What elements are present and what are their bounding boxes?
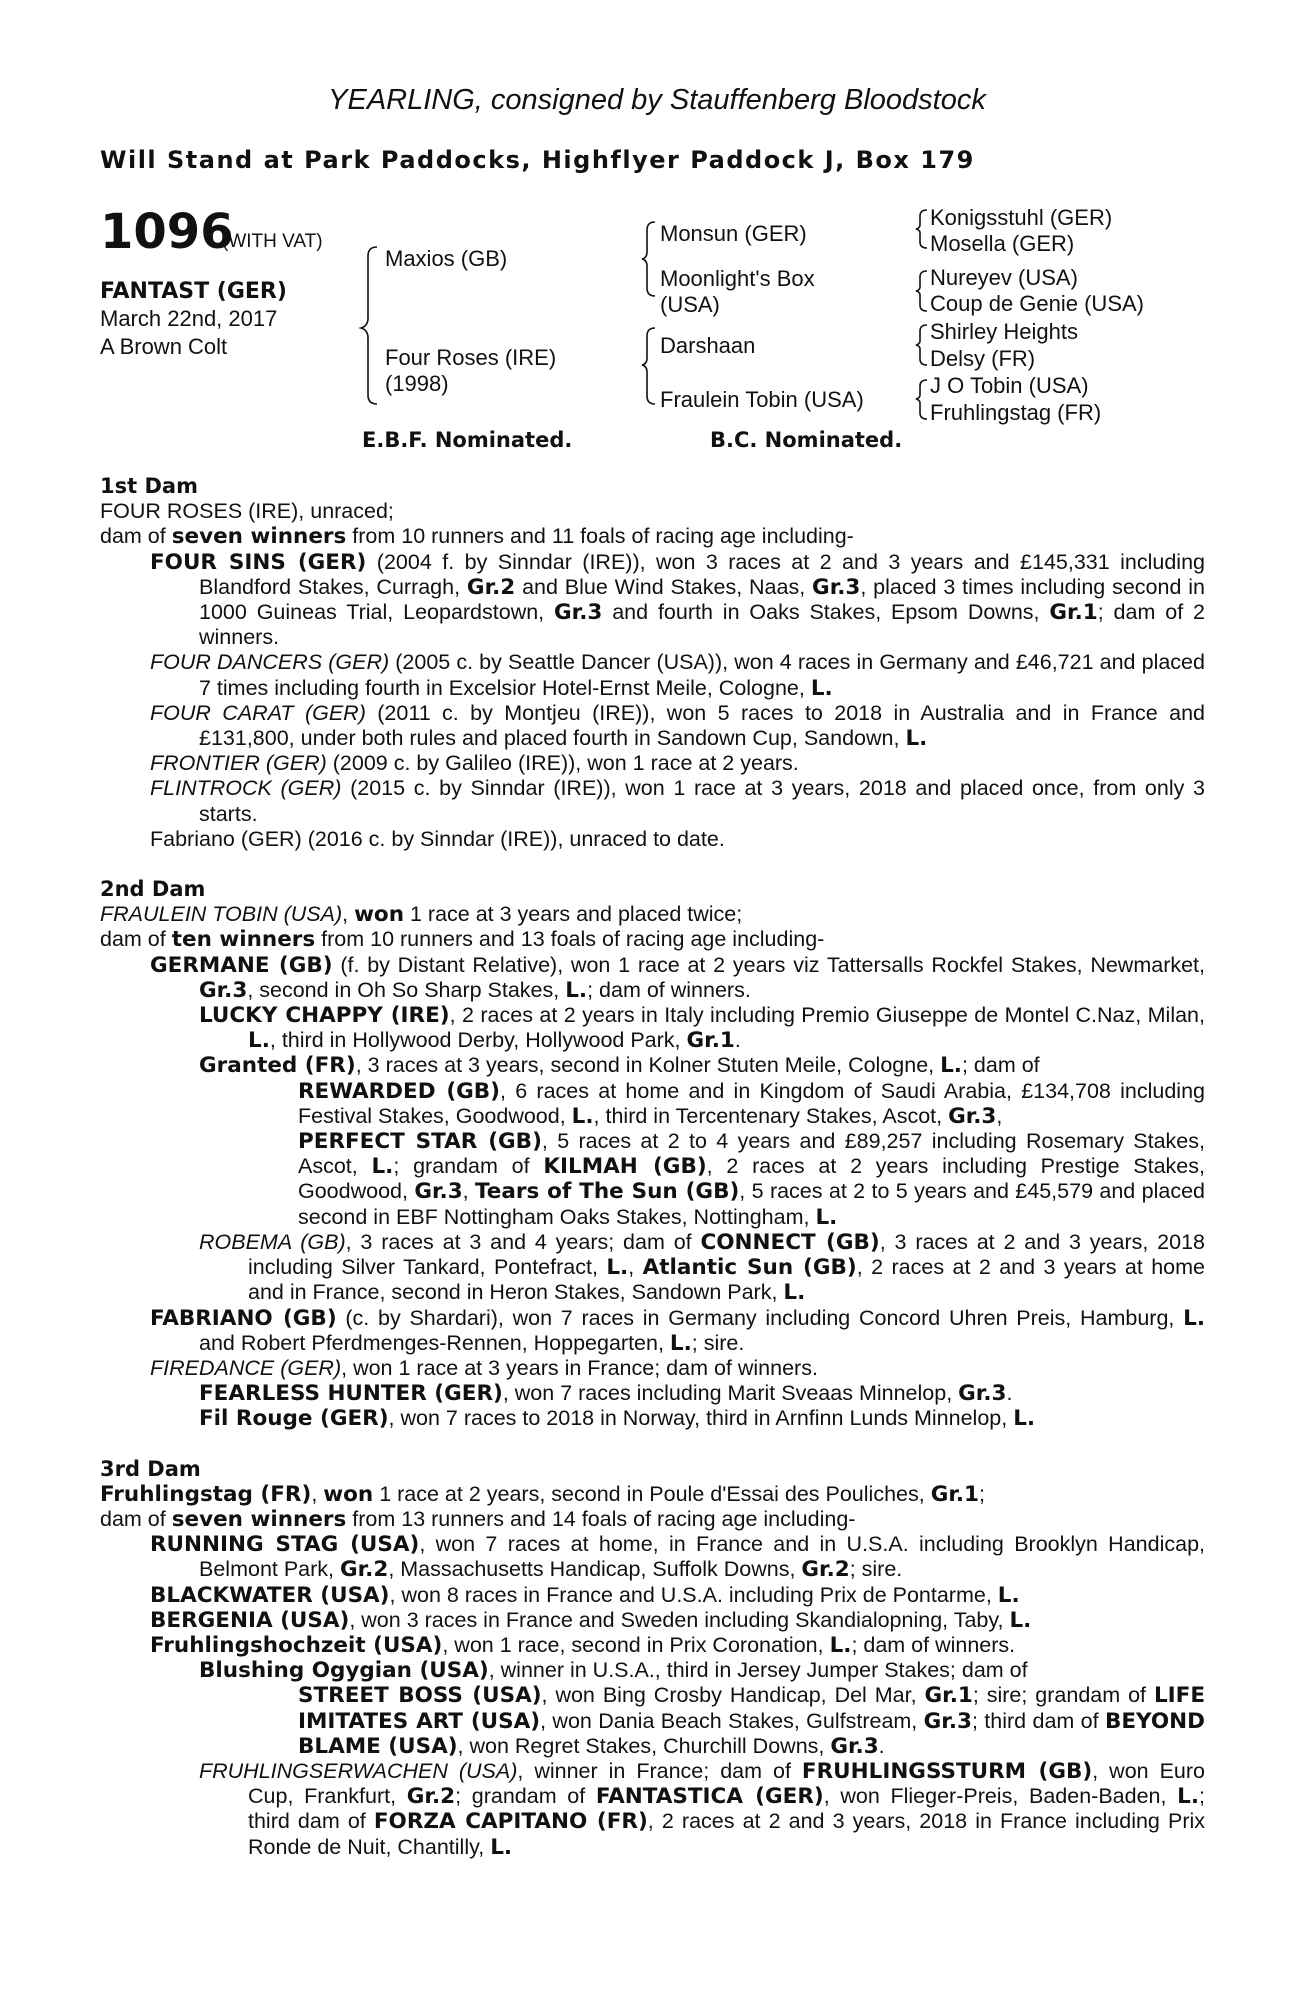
sire: Maxios (GB)	[385, 246, 508, 271]
dam-section-heading: 2nd Dam	[100, 877, 206, 902]
bold-text: L.	[1013, 1406, 1036, 1432]
produce-record	[100, 1532, 1205, 1582]
vat-note: (WITH VAT)	[222, 231, 323, 252]
text-run: ,	[342, 902, 355, 927]
bold-text: FOUR SINS (GER)	[150, 549, 367, 575]
sire-dam: Moonlight's Box	[660, 266, 815, 291]
foaling-date: March 22nd, 2017	[100, 306, 278, 331]
text-run: , second in Oh So Sharp Stakes,	[247, 977, 566, 1002]
text-run: dam of	[100, 524, 172, 549]
text-run: (2011 c. by Montjeu (IRE)), won 5 races to 2018 in Australia and in France and £131,800, under both rules and placed fourth in Sandown Cup, Sandown,	[199, 700, 1205, 751]
text-run: FOUR ROSES (IRE), unraced;	[100, 499, 394, 524]
text-run: ; dam of 2 winners.	[199, 600, 1206, 650]
text-run: ,	[628, 1255, 643, 1280]
bold-text: FEARLESS HUNTER (GER)	[199, 1381, 503, 1407]
produce-record	[100, 1406, 1205, 1431]
bold-text: Gr.3	[554, 600, 603, 626]
dam-section-heading: 3rd Dam	[100, 1456, 201, 1481]
produce-record	[100, 550, 1205, 651]
produce-record	[100, 650, 1205, 700]
text-run: ; dam of winners.	[851, 1632, 1016, 1657]
bold-text: L.	[1177, 1784, 1200, 1810]
text-run: ; third dam of	[971, 1708, 1105, 1733]
dam-granddam-dam: Fruhlingstag (FR)	[930, 400, 1102, 425]
text-run: , 3 races at 2 and 3 years, 2018 including Silver Tankard, Pontefract,	[248, 1229, 1205, 1280]
dam-grandsire-sire: Shirley Heights	[930, 319, 1078, 344]
bold-text: FRUHLINGSSTURM (GB)	[801, 1758, 1093, 1784]
bold-text: Gr.2	[466, 574, 516, 600]
section-gap	[100, 852, 1205, 877]
bold-text: L.	[905, 726, 928, 752]
text-run: , 2 races at 2 and 3 years, 2018 in France including Prix Ronde de Nuit, Chantilly,	[248, 1809, 1206, 1859]
pedigree-brackets	[0, 0, 1314, 460]
text-run: , won 7 races including Marit Sveaas Minnelop,	[502, 1381, 959, 1406]
italic-text: FOUR CARAT (GER)	[150, 700, 366, 725]
bold-text: CONNECT (GB)	[700, 1229, 880, 1255]
sire-sire: Monsun (GER)	[660, 221, 807, 246]
bold-text: L.	[815, 1204, 838, 1230]
produce-record	[100, 1230, 1205, 1306]
text-run: , winner in U.S.A., third in Jersey Jumper Stakes; dam of	[488, 1658, 1028, 1683]
bold-text: L.	[669, 1330, 692, 1356]
bold-text: FORZA CAPITANO (FR)	[373, 1809, 648, 1835]
bold-text: Gr.3	[958, 1381, 1007, 1407]
text-run: (c. by Shardari), won 7 races in Germany including Concord Uhren Preis, Hamburg,	[336, 1305, 1184, 1330]
ebf-nominated: E.B.F. Nominated.	[362, 428, 573, 452]
text-run: and Robert Pferdmenges-Rennen, Hoppegarten,	[199, 1330, 670, 1355]
produce-record	[100, 1583, 1205, 1608]
produce-record	[100, 1482, 1205, 1507]
bold-text: Gr.3	[830, 1733, 879, 1759]
bold-text: ten winners	[171, 927, 316, 953]
text-run: ; dam of winners.	[587, 977, 751, 1002]
produce-record	[100, 1759, 1205, 1860]
text-run: , won 1 race at 3 years in France; dam of winners.	[341, 1355, 818, 1380]
produce-record	[100, 499, 1205, 524]
bold-text: Gr.3	[812, 574, 861, 600]
produce-record	[100, 1079, 1205, 1129]
produce-record	[100, 927, 1205, 952]
text-run: , won Euro Cup, Frankfurt,	[248, 1758, 1205, 1809]
bold-text: L.	[829, 1632, 852, 1658]
bold-text: L.	[571, 1103, 594, 1129]
italic-text: FRUHLINGSERWACHEN (USA)	[199, 1758, 518, 1783]
bold-text: RUNNING STAG (USA)	[150, 1532, 420, 1558]
bold-text: Gr.3	[948, 1103, 997, 1129]
bold-text: Gr.1	[924, 1683, 973, 1709]
text-run: 1 race at 2 years, second in Poule d'Essai des Pouliches,	[373, 1481, 931, 1506]
grandsire-sire: Konigsstuhl (GER)	[930, 205, 1113, 230]
text-run: , 2 races at 2 years in Italy including Premio Giuseppe de Montel C.Naz, Milan,	[449, 1003, 1205, 1028]
bold-text: Gr.1	[930, 1481, 979, 1507]
bold-text: L.	[783, 1280, 806, 1306]
bold-text: PERFECT STAR (GB)	[298, 1129, 542, 1155]
text-run: and fourth in Oaks Stakes, Epsom Downs,	[602, 600, 1050, 625]
italic-text: FOUR DANCERS (GER)	[150, 650, 390, 675]
grandsire-dam: Mosella (GER)	[930, 231, 1075, 256]
produce-record	[100, 902, 1205, 927]
bold-text: L.	[565, 977, 588, 1003]
text-run: , won 3 races in France and Sweden including Skandialopning, Taby,	[349, 1607, 1010, 1632]
horse-description: A Brown Colt	[100, 334, 228, 359]
bc-nominated: B.C. Nominated.	[710, 428, 903, 452]
bold-text: Gr.3	[199, 977, 248, 1003]
text-run: (f. by Distant Relative), won 1 race at 2 years viz Tattersalls Rockfel Stakes, Newmarket,	[332, 952, 1206, 977]
bold-text: Gr.1	[1049, 600, 1098, 626]
bold-text: Fil Rouge (GER)	[199, 1406, 389, 1432]
text-run: , won Dania Beach Stakes, Gulfstream,	[540, 1708, 924, 1733]
text-run: , third in Tercentenary Stakes, Ascot,	[593, 1103, 949, 1128]
text-run: , 2 races at 2 years including Prestige Stakes, Goodwood,	[298, 1154, 1205, 1204]
text-run: , won Regret Stakes, Churchill Downs,	[457, 1733, 831, 1758]
produce-record	[100, 751, 1205, 776]
text-run: ; third dam of	[248, 1784, 1206, 1834]
catalogue-page-body	[100, 474, 1205, 1860]
bold-text: Blushing Ogygian (USA)	[199, 1658, 489, 1684]
bold-text: Gr.3	[414, 1179, 463, 1205]
bold-text: Gr.2	[801, 1557, 850, 1583]
text-run: .	[878, 1733, 885, 1758]
bold-text: BERGENIA (USA)	[150, 1607, 350, 1633]
produce-record	[100, 1633, 1205, 1658]
bold-text: L.	[940, 1053, 962, 1079]
bold-text: seven winners	[171, 524, 347, 550]
text-run: 1 race at 3 years and placed twice;	[404, 902, 743, 927]
stand-location: Will Stand at Park Paddocks, Highflyer Paddock J, Box 179	[100, 146, 975, 174]
dam-grandsire-dam: Delsy (FR)	[930, 346, 1036, 371]
italic-text: FRONTIER (GER)	[150, 751, 327, 776]
granddam-sire: Nureyev (USA)	[930, 265, 1078, 290]
text-run: , won 8 races in France and U.S.A. including Prix de Pontarme,	[389, 1582, 998, 1607]
dam-sire: Darshaan	[660, 333, 756, 358]
produce-record	[100, 1003, 1205, 1053]
bold-text: BLACKWATER (USA)	[150, 1582, 390, 1608]
produce-record	[100, 1306, 1205, 1356]
text-run: , Massachusetts Handicap, Suffolk Downs,	[388, 1557, 802, 1582]
text-run: , 6 races at home and in Kingdom of Saudi Arabia, £134,708 including Festival Stakes, Goodwood,	[298, 1078, 1205, 1128]
produce-record	[100, 1129, 1205, 1230]
bold-text: Gr.2	[340, 1557, 389, 1583]
text-run: ; dam of	[961, 1053, 1040, 1078]
dam-granddam-sire: J O Tobin (USA)	[930, 373, 1089, 398]
text-run: .	[734, 1028, 741, 1053]
bold-text: L.	[1183, 1305, 1205, 1331]
produce-record	[100, 1608, 1205, 1633]
text-run: , won Bing Crosby Handicap, Del Mar,	[541, 1683, 925, 1708]
text-run: (2015 c. by Sinndar (IRE)), won 1 race at 3 years, 2018 and placed once, from only 3 starts.	[199, 776, 1205, 826]
produce-record	[100, 1053, 1205, 1078]
bold-text: STREET BOSS (USA)	[298, 1683, 542, 1709]
bold-text: L.	[371, 1154, 394, 1180]
produce-record	[100, 953, 1205, 1003]
bold-text: Fruhlingshochzeit (USA)	[150, 1632, 443, 1658]
text-run: from 13 runners and 14 foals of racing age including-	[346, 1506, 856, 1531]
text-run: Fabriano (GER) (2016 c. by Sinndar (IRE)), unraced to date.	[150, 826, 725, 851]
bold-text: L.	[606, 1255, 629, 1281]
text-run: ,	[996, 1103, 1003, 1128]
text-run: ; sire.	[849, 1557, 903, 1582]
bold-text: REWARDED (GB)	[298, 1078, 501, 1104]
granddam-dam: Coup de Genie (USA)	[930, 291, 1144, 316]
produce-record	[100, 776, 1205, 826]
sire-dam-country: (USA)	[660, 292, 720, 317]
section-gap	[100, 1432, 1205, 1457]
text-run: , 5 races at 2 to 5 years and £45,579 and placed second in EBF Nottingham Oaks Stakes, Nottingham,	[298, 1179, 1205, 1229]
italic-text: ROBEMA (GB)	[199, 1229, 346, 1254]
text-run: ; grandam of	[455, 1784, 596, 1809]
text-run: , won Flieger-Preis, Baden-Baden,	[823, 1784, 1178, 1809]
bold-text: Fruhlingstag (FR)	[100, 1481, 312, 1507]
text-run: (2009 c. by Galileo (IRE)), won 1 race at 2 years.	[326, 751, 799, 776]
text-run: , won 7 races to 2018 in Norway, third in Arnfinn Lunds Minnelop,	[388, 1406, 1014, 1431]
produce-record	[100, 1381, 1205, 1406]
horse-name: FANTAST (GER)	[100, 279, 287, 304]
text-run: (2005 c. by Seattle Dancer (USA)), won 4 races in Germany and £46,721 and placed 7 times including fourth in Excelsior Hotel-Ernst Meile, Cologne,	[199, 650, 1205, 700]
consignment-line: YEARLING, consigned by Stauffenberg Bloodstock	[328, 84, 986, 116]
produce-record	[100, 1683, 1205, 1759]
bold-text: FABRIANO (GB)	[150, 1305, 337, 1331]
bold-text: L.	[248, 1028, 270, 1054]
text-run: , placed 3 times including second in 1000 Guineas Trial, Leopardstown,	[199, 574, 1205, 625]
bold-text: Gr.2	[406, 1784, 456, 1810]
produce-record	[100, 1507, 1205, 1532]
text-run: , 3 races at 3 and 4 years; dam of	[345, 1229, 701, 1254]
dam-year: (1998)	[385, 371, 449, 396]
text-run: ,	[462, 1179, 475, 1204]
produce-record	[100, 1658, 1205, 1683]
text-run: , won 7 races at home, in France and in U.S.A. including Brooklyn Handicap, Belmont Park,	[199, 1532, 1205, 1582]
text-run: ; sire.	[691, 1330, 745, 1355]
text-run: dam of	[100, 927, 172, 952]
bold-text: L.	[1009, 1607, 1032, 1633]
bold-text: L.	[490, 1834, 513, 1860]
text-run: and Blue Wind Stakes, Naas,	[515, 574, 813, 599]
dam-dam: Fraulein Tobin (USA)	[660, 387, 864, 412]
text-run: , third in Hollywood Derby, Hollywood Park,	[269, 1028, 687, 1053]
text-run: , winner in France; dam of	[517, 1758, 802, 1783]
text-run: .	[1006, 1381, 1013, 1406]
bold-text: LUCKY CHAPPY (IRE)	[199, 1003, 450, 1029]
dam: Four Roses (IRE)	[385, 345, 557, 370]
produce-record	[100, 701, 1205, 751]
bold-text: L.	[997, 1582, 1020, 1608]
bold-text: LIFE IMITATES ART (USA)	[298, 1683, 1206, 1734]
text-run: ;	[979, 1481, 985, 1506]
produce-record	[100, 827, 1205, 852]
bold-text: Gr.3	[923, 1708, 972, 1734]
text-run: , 5 races at 2 to 4 years and £89,257 including Rosemary Stakes, Ascot,	[298, 1129, 1205, 1179]
bold-text: KILMAH (GB)	[543, 1154, 707, 1180]
text-run: from 10 runners and 13 foals of racing age including-	[315, 927, 825, 952]
text-run: ; sire; grandam of	[972, 1683, 1154, 1708]
text-run: ; grandam of	[393, 1154, 544, 1179]
bold-text: Gr.1	[686, 1028, 735, 1054]
text-run: ,	[311, 1481, 324, 1506]
text-run: from 10 runners and 11 foals of racing age including-	[346, 524, 854, 549]
bold-text: Atlantic Sun (GB)	[642, 1255, 857, 1281]
bold-text: FANTASTICA (GER)	[595, 1784, 824, 1810]
text-run: (2004 f. by Sinndar (IRE)), won 3 races at 2 and 3 years and £145,331 including Blandford Stakes, Curragh,	[199, 549, 1206, 599]
dam-section-heading: 1st Dam	[100, 474, 198, 498]
lot-number: 1096	[100, 204, 234, 260]
italic-text: FLINTROCK (GER)	[150, 776, 342, 801]
text-run: dam of	[100, 1506, 172, 1531]
bold-text: won	[323, 1481, 374, 1507]
bold-text: L.	[810, 675, 833, 701]
bold-text: won	[354, 902, 405, 928]
bold-text: Granted (FR)	[199, 1053, 356, 1079]
text-run: , 2 races at 2 and 3 years at home and in France, second in Heron Stakes, Sandown Park,	[248, 1255, 1205, 1305]
text-run: , won 1 race, second in Prix Coronation,	[442, 1632, 830, 1657]
italic-text: FIREDANCE (GER)	[150, 1355, 342, 1380]
bold-text: BEYOND BLAME (USA)	[298, 1708, 1205, 1759]
bold-text: Tears of The Sun (GB)	[475, 1179, 740, 1205]
produce-record	[100, 524, 1205, 549]
produce-record	[100, 1356, 1205, 1381]
italic-text: FRAULEIN TOBIN (USA)	[100, 902, 343, 927]
bold-text: seven winners	[171, 1506, 347, 1532]
text-run: , 3 races at 3 years, second in Kolner Stuten Meile, Cologne,	[355, 1053, 941, 1078]
bold-text: GERMANE (GB)	[150, 952, 333, 978]
